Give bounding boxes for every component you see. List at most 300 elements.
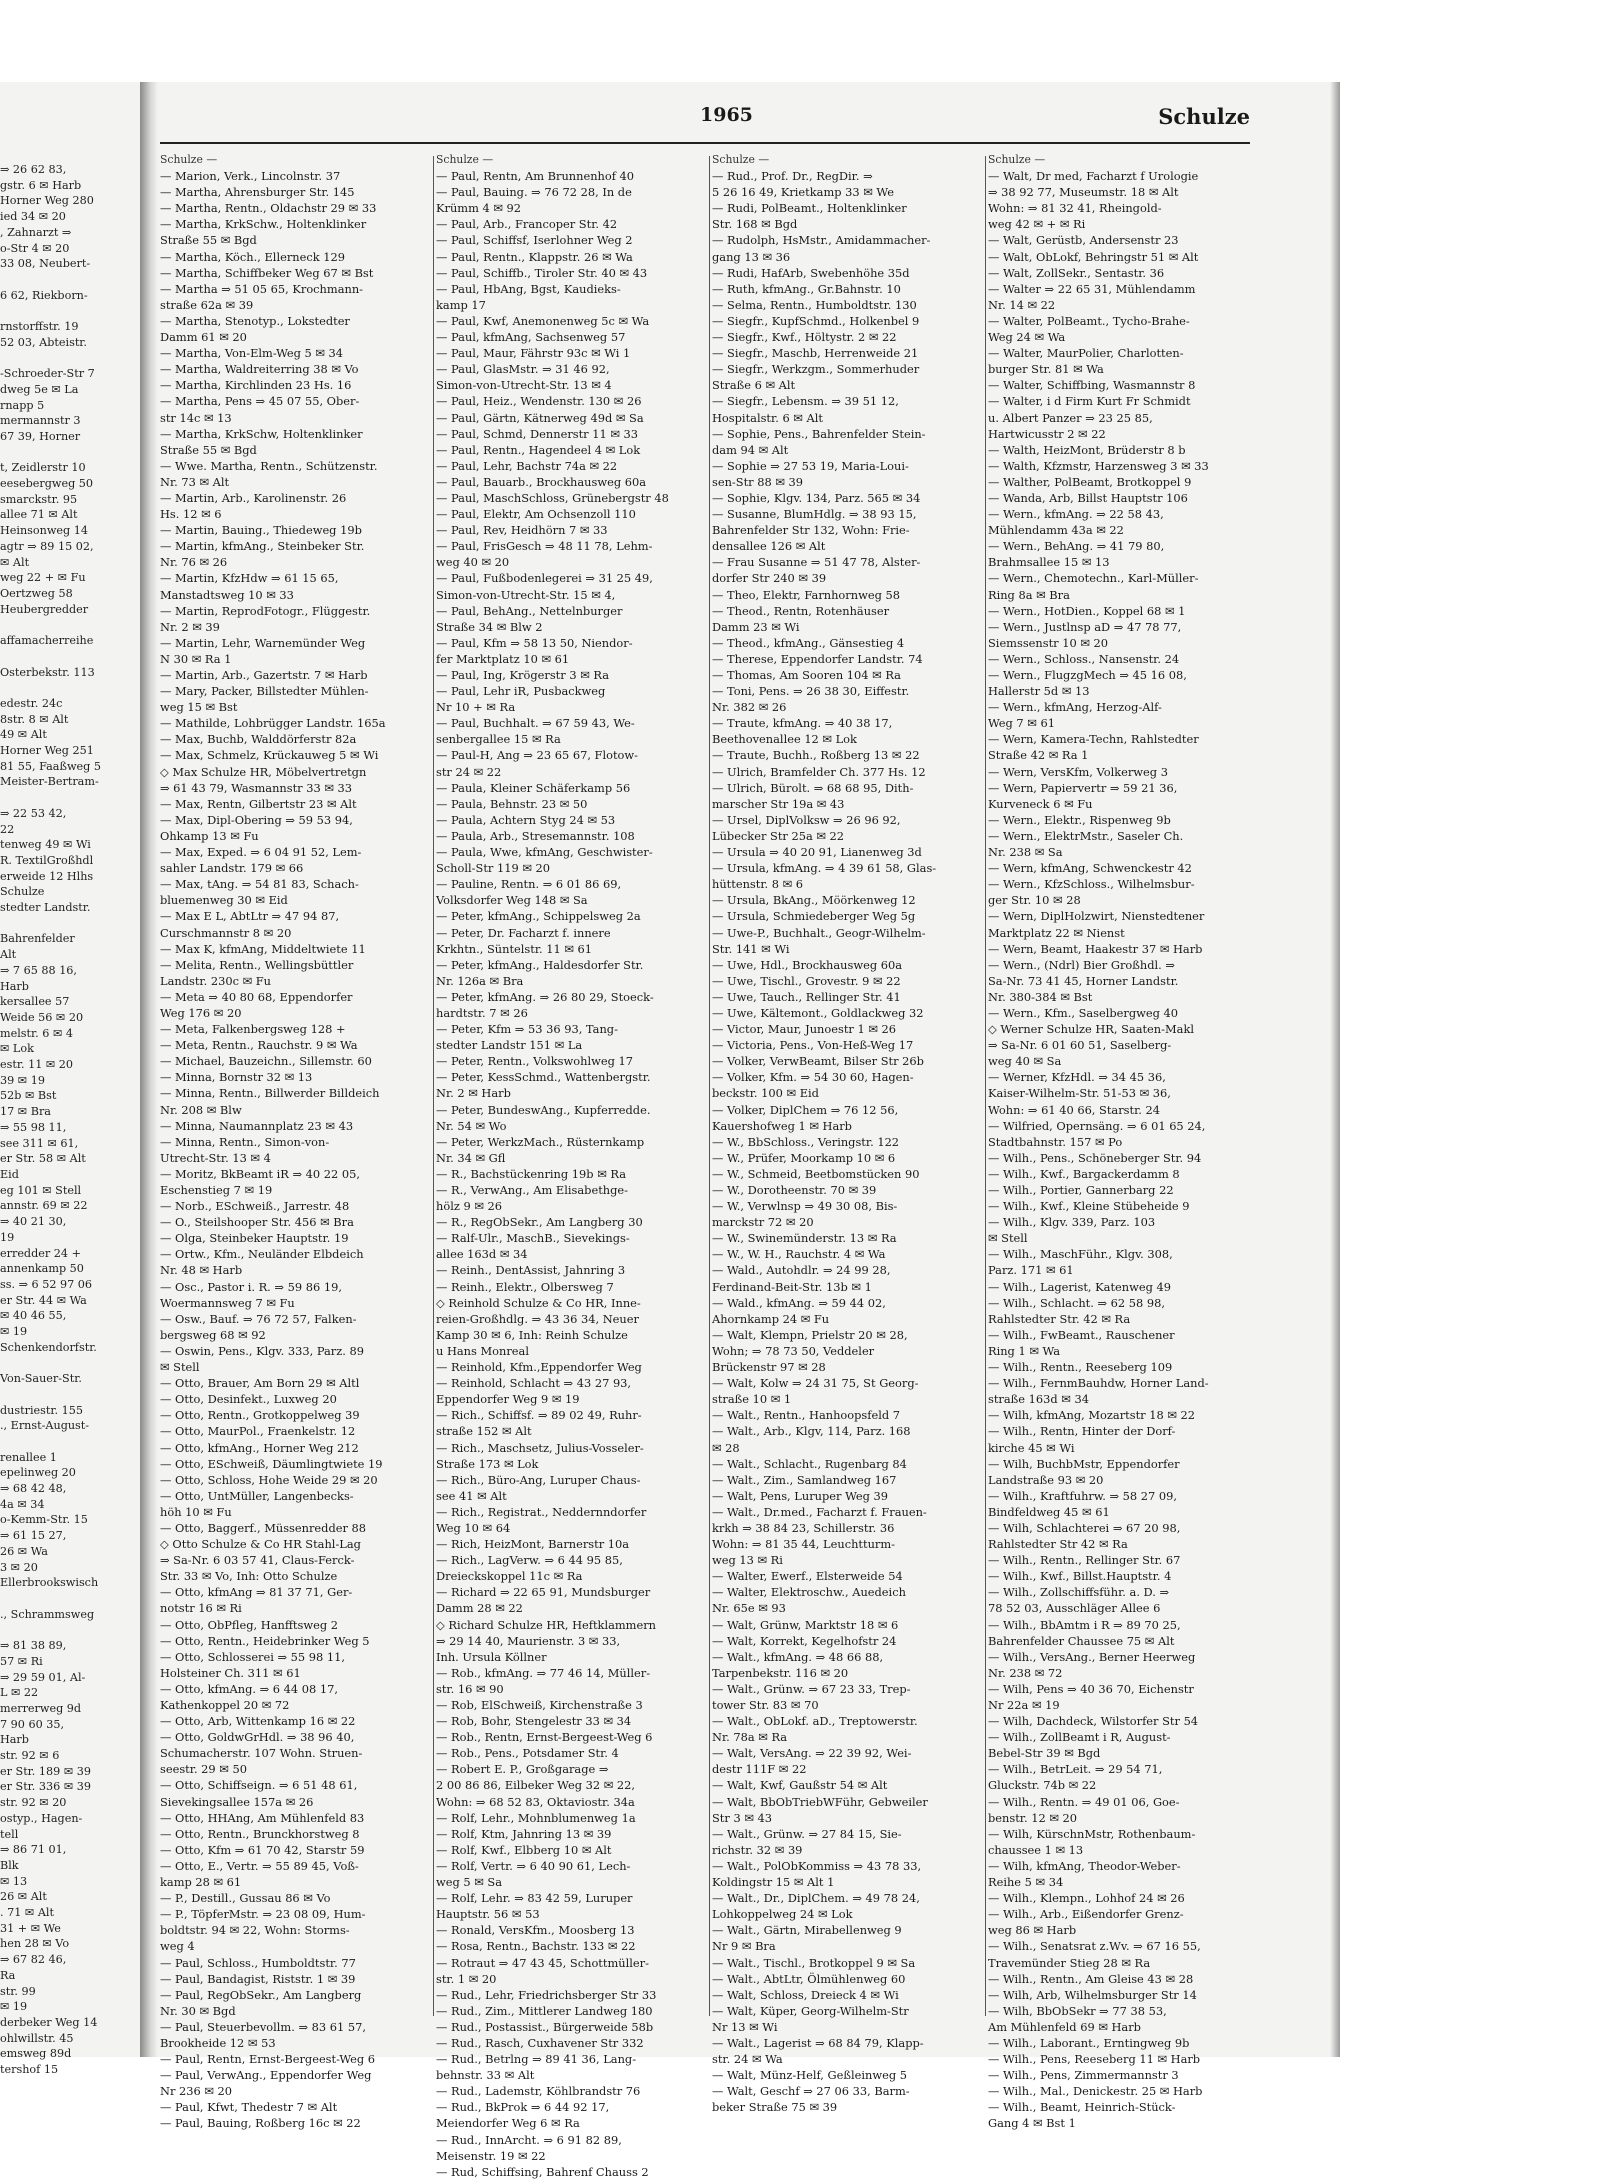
directory-entry-line: — Minna, Rentn., Simon-von- (160, 1134, 330, 1149)
directory-entry-line: Nr 22a ✉ 19 (988, 1698, 1060, 1712)
directory-entry-line: — Wilh., Klgv. 339, Parz. 103 (988, 1215, 1156, 1230)
directory-entry-line: — Wilh., Pens, Reeseberg 11 ✉ Harb (988, 2052, 1201, 2067)
directory-entry-line: — Paula, Arb., Stresemannstr. 108 (436, 828, 635, 843)
directory-entry-line: — Wern., Kfm., Saselbergweg 40 (988, 1005, 1179, 1020)
left-page-line: 39 ✉ 19 (0, 1073, 45, 1087)
directory-entry-line: ⇒ Sa-Nr. 6 03 57 41, Claus-Ferck- (160, 1553, 355, 1568)
directory-entry-line: — Wanda, Arb, Billst Hauptstr 106 (988, 490, 1188, 505)
directory-entry-line: — Uwe, Tauch., Rellinger Str. 41 (712, 989, 901, 1004)
directory-entry-line: — Wilh, BuchbMstr, Eppendorfer (988, 1456, 1180, 1471)
left-page-line: mermannstr 3 (0, 414, 81, 428)
directory-entry-line: fer Marktplatz 10 ✉ 61 (436, 651, 570, 666)
directory-entry-line: — Moritz, BkBeamt iR ⇒ 40 22 05, (160, 1166, 360, 1181)
directory-entry-line: Bahrenfelder Str 132, Wohn: Frie- (712, 523, 910, 538)
directory-entry-line: — Rud., Zim., Mittlerer Landweg 180 (436, 2003, 653, 2018)
directory-entry-line: — Traute, Buchh., Roßberg 13 ✉ 22 (712, 748, 920, 763)
left-page-line: ohlwillstr. 45 (0, 2031, 74, 2045)
directory-entry-line: — Otto, Rentn., Heidebrinker Weg 5 (160, 1633, 370, 1648)
directory-entry-line: — Pauline, Rentn. ⇒ 6 01 86 69, (436, 877, 622, 892)
directory-entry-line: densallee 126 ✉ Alt (712, 539, 826, 554)
directory-entry-line: beckstr. 100 ✉ Eid (712, 1086, 819, 1101)
directory-entry-line: Ferdinand-Beit-Str. 13b ✉ 1 (712, 1279, 872, 1294)
directory-entry-line: Lübecker Str 25a ✉ 22 (712, 828, 845, 843)
directory-entry-line: — Walther, PolBeamt, Brotkoppel 9 (988, 474, 1192, 489)
directory-entry-line: gang 13 ✉ 36 (712, 249, 791, 264)
directory-entry-line: Mühlendamm 43a ✉ 22 (988, 523, 1124, 538)
directory-entry-line: bluemenweg 30 ✉ Eid (160, 893, 288, 908)
directory-entry-line: — Wilh., Klempn., Lohhof 24 ✉ 26 (988, 1891, 1185, 1906)
left-page-line: 52b ✉ Bst (0, 1089, 57, 1103)
directory-entry-line: — Paul, BehAng., Nettelnburger (436, 603, 623, 618)
directory-entry-line: — Wilh., Rentn, Hinter der Dorf- (988, 1424, 1176, 1439)
left-page-line: ✉ Lok (0, 1042, 34, 1056)
directory-entry-line: — Theod., Rentn, Rotenhäuser (712, 603, 890, 618)
directory-entry-line: — Paul, Kfwt, Thedestr 7 ✉ Alt (160, 2100, 338, 2115)
left-page-line (0, 1387, 140, 1403)
directory-entry-line: Nr. 54 ✉ Wo (436, 1118, 507, 1133)
directory-entry-line: Str. 141 ✉ Wi (712, 941, 790, 956)
directory-entry-line: — Paul, RegObSekr., Am Langberg (160, 1987, 362, 2002)
directory-entry-line: Nr 13 ✉ Wi (712, 2019, 778, 2034)
directory-entry-line: Ahornkamp 24 ✉ Fu (712, 1311, 830, 1326)
directory-entry-line: — Martin, Bauing., Thiedeweg 19b (160, 523, 362, 538)
directory-entry-line: — Wilh., Mal., Denickestr. 25 ✉ Harb (988, 2084, 1203, 2099)
left-page-line: 67 39, Horner (0, 429, 81, 443)
directory-entry-line: kirche 45 ✉ Wi (988, 1440, 1075, 1455)
directory-entry-line: — Traute, kfmAng. ⇒ 40 38 17, (712, 716, 893, 731)
directory-entry-line: — Paul, Lehr iR, Pusbackweg (436, 684, 606, 699)
directory-entry-line: Curschmannstr 8 ✉ 20 (160, 925, 292, 940)
directory-entry-line: ◇ Otto Schulze & Co HR Stahl-Lag (160, 1537, 361, 1552)
directory-entry-line: — Wilh., Rentn. ⇒ 49 01 06, Goe- (988, 1794, 1180, 1809)
directory-entry-line: — Ulrich, Bramfelder Ch. 377 Hs. 12 (712, 764, 926, 779)
directory-entry-line: Brookheide 12 ✉ 53 (160, 2035, 276, 2050)
directory-entry-line: — Wern., kfmAng, Herzog-Alf- (988, 700, 1162, 715)
left-page-line: Ra (0, 1968, 16, 1982)
directory-entry-line: — Victoria, Pens., Von-Heß-Weg 17 (712, 1038, 914, 1053)
directory-entry-line: — Minna, Rentn., Billwerder Billdeich (160, 1086, 380, 1101)
directory-entry-line: straße 152 ✉ Alt (436, 1424, 532, 1439)
directory-entry-line: — Reinhold, Kfm.,Eppendorfer Weg (436, 1360, 642, 1375)
directory-entry-line: — Mathilde, Lohbrügger Landstr. 165a (160, 716, 386, 731)
directory-entry-line: — Rolf, Ktm, Jahnring 13 ✉ 39 (436, 1826, 612, 1841)
directory-entry-line: — Wilh., VersAng., Berner Heerweg (988, 1649, 1196, 1664)
directory-entry-line: sahler Landstr. 179 ✉ 66 (160, 861, 304, 876)
directory-entry-line: — Peter, BundeswAng., Kupferredde. (436, 1102, 651, 1117)
directory-entry-line: — Wald., kfmAng. ⇒ 59 44 02, (712, 1295, 886, 1310)
directory-entry-line: sen-Str 88 ✉ 39 (712, 474, 803, 489)
directory-entry-line: — Osw., Bauf. ⇒ 76 72 57, Falken- (160, 1311, 357, 1326)
directory-entry-line: — Walt., Gärtn, Mirabellenweg 9 (712, 1923, 902, 1938)
directory-entry-line: Nr. 380-384 ✉ Bst (988, 989, 1093, 1004)
directory-entry-line: reien-Großhdlg. ⇒ 43 36 34, Neuer (436, 1311, 639, 1326)
directory-entry-line: beker Straße 75 ✉ 39 (712, 2100, 838, 2115)
directory-entry-line: Nr 236 ✉ 20 (160, 2084, 233, 2099)
directory-entry-line: Weg 24 ✉ Wa (988, 330, 1066, 345)
directory-entry-line: — Walt., Tischl., Brotkoppel 9 ✉ Sa (712, 1955, 916, 1970)
directory-entry-line: — Paul, Rentn., Klappstr. 26 ✉ Wa (436, 249, 633, 264)
left-page-line (0, 1591, 140, 1607)
directory-entry-line: — Otto, kfmAng., Horner Weg 212 (160, 1440, 359, 1455)
directory-entry-line: — Martin, Lehr, Warnemünder Weg (160, 635, 366, 650)
directory-entry-line: — Minna, Naumannplatz 23 ✉ 43 (160, 1118, 354, 1133)
left-page-line: Von-Sauer-Str. (0, 1372, 82, 1386)
directory-entry-line: — Martin, Arb., Gazertstr. 7 ✉ Harb (160, 668, 368, 682)
directory-entry-line: Ring 1 ✉ Wa (988, 1343, 1061, 1358)
directory-entry-line: — Thomas, Am Sooren 104 ✉ Ra (712, 668, 901, 682)
directory-entry-line: ⇒ 29 14 40, Maurienstr. 3 ✉ 33, (436, 1633, 621, 1648)
directory-entry-line: — Martha, Schiffbeker Weg 67 ✉ Bst (160, 265, 374, 280)
directory-entry-line: — Paul, Lehr, Bachstr 74a ✉ 22 (436, 458, 618, 473)
left-page-line: ⇒ 26 62 83, (0, 163, 67, 176)
directory-entry-line: — Reinh., DentAssist, Jahnring 3 (436, 1263, 626, 1278)
directory-entry-line: Volksdorfer Weg 148 ✉ Sa (436, 893, 588, 908)
left-page-line: ✉ 13 (0, 1874, 28, 1888)
directory-entry-line: Simon-von-Utrecht-Str. 13 ✉ 4 (436, 378, 612, 393)
directory-entry-line: 5 26 16 49, Krietkamp 33 ✉ We (712, 185, 894, 200)
directory-entry-line: — Rolf, Lehr. ⇒ 83 42 59, Luruper (436, 1891, 633, 1906)
directory-entry-line: Beethovenallee 12 ✉ Lok (712, 732, 857, 747)
directory-entry-line: str. 24 ✉ Wa (712, 2052, 783, 2067)
directory-entry-line: 2 00 86 86, Eilbeker Weg 32 ✉ 22, (436, 1778, 636, 1793)
directory-entry-line: Kathenkoppel 20 ✉ 72 (160, 1698, 290, 1712)
directory-entry-line: Bebel-Str 39 ✉ Bgd (988, 1746, 1101, 1761)
directory-entry-line: str. 1 ✉ 20 (436, 1971, 497, 1986)
left-page-line: gstr. 6 ✉ Harb (0, 178, 82, 192)
directory-entry-line: — Wern, Papiervertr ⇒ 59 21 36, (988, 780, 1178, 795)
directory-entry-line: — Rosa, Rentn., Bachstr. 133 ✉ 22 (436, 1939, 636, 1954)
directory-entry-line: weg 15 ✉ Bst (160, 700, 238, 715)
directory-entry-line: — Rob., Pens., Potsdamer Str. 4 (436, 1746, 619, 1761)
left-page-line: str. 99 (0, 1984, 36, 1998)
directory-entry-line: — Max E L, AbtLtr ⇒ 47 94 87, (160, 909, 340, 924)
directory-entry-line: — W., Swinemünderstr. 13 ✉ Ra (712, 1231, 897, 1246)
directory-entry-line: Weg 7 ✉ 61 (988, 716, 1055, 731)
directory-entry-line: — Paul, Kfm ⇒ 58 13 50, Niendor- (436, 635, 633, 650)
left-page-line: er Str. 44 ✉ Wa (0, 1293, 87, 1307)
left-page-line: Meister-Bertram- (0, 775, 99, 789)
directory-entry-line: — Volker, VerwBeamt, Bilser Str 26b (712, 1054, 924, 1069)
directory-entry-line: — Wilh., Schlacht. ⇒ 62 58 98, (988, 1295, 1165, 1310)
directory-entry-line: — Otto, Schiffseign. ⇒ 6 51 48 61, (160, 1778, 358, 1793)
directory-entry-line: — Siegfr., Werkzgm., Sommerhuder (712, 362, 920, 377)
left-page-line: ⇒ 86 71 01, (0, 1843, 67, 1857)
directory-entry-line: — Wern, DiplHolzwirt, Nienstedtener (988, 909, 1205, 924)
directory-entry-line: — Wern, kfmAng, Schwenckestr 42 (988, 861, 1192, 876)
directory-entry-line: — Wilh., FernmBauhdw, Horner Land- (988, 1376, 1209, 1391)
header-rule (160, 142, 1250, 144)
directory-entry-line: hüttenstr. 8 ✉ 6 (712, 877, 804, 892)
directory-entry-line: Wohn: ⇒ 81 32 41, Rheingold- (988, 201, 1162, 216)
directory-entry-line: — Rud., Betrlng ⇒ 89 41 36, Lang- (436, 2052, 637, 2067)
directory-entry-line: str. 16 ✉ 90 (436, 1681, 504, 1696)
directory-entry-line: ◇ Richard Schulze HR, Heftklammern (436, 1617, 657, 1632)
directory-entry-line: Wohn: ⇒ 61 40 66, Starstr. 24 (988, 1102, 1161, 1117)
left-page-line: 33 08, Neubert- (0, 257, 91, 271)
directory-entry-line: Nr. 48 ✉ Harb (160, 1263, 243, 1278)
directory-entry-line: — Susanne, BlumHdlg. ⇒ 38 93 15, (712, 507, 917, 522)
directory-entry-line: Weg 176 ✉ 20 (160, 1005, 242, 1020)
directory-entry-line: — Paula, Achtern Styg 24 ✉ 53 (436, 812, 616, 827)
directory-entry-line: weg 40 ✉ 20 (436, 555, 510, 570)
directory-entry-line: Rahlstedter Str 42 ✉ Ra (988, 1537, 1128, 1552)
directory-entry-line: — Max, Schmelz, Krückauweg 5 ✉ Wi (160, 748, 379, 763)
left-page-line: er Str. 58 ✉ Alt (0, 1152, 86, 1166)
directory-entry-line: — Ursula, Schmiedeberger Weg 5g (712, 909, 916, 924)
directory-entry-line: Nr 10 + ✉ Ra (436, 700, 516, 715)
directory-entry-line: — Meta ⇒ 40 80 68, Eppendorfer (160, 989, 353, 1004)
directory-entry-line: Eppendorfer Weg 9 ✉ 19 (436, 1392, 580, 1407)
directory-entry-line: — Paul, Schmd, Dennerstr 11 ✉ 33 (436, 426, 639, 441)
directory-columns (160, 152, 1250, 2179)
directory-entry-line: ◇ Werner Schulze HR, Saaten-Makl (988, 1022, 1194, 1037)
directory-entry-line: weg 4 (160, 1939, 195, 1954)
left-page-line: hen 28 ✉ Vo (0, 1937, 70, 1951)
directory-entry-line: — Wern., Chemotechn., Karl-Müller- (988, 571, 1199, 586)
directory-entry-line: stedter Landstr 151 ✉ La (436, 1038, 583, 1053)
directory-entry-line: — Wern., (Ndrl) Bier Großhdl. ⇒ (988, 957, 1175, 972)
directory-entry-line: — Rud., Rasch, Cuxhavener Str 332 (436, 2035, 644, 2050)
left-page-line: annenkamp 50 (0, 1262, 84, 1276)
directory-entry-line: ✉ Stell (988, 1231, 1028, 1246)
directory-entry-line: — Walter, Elektroschw., Auedeich (712, 1585, 906, 1600)
directory-entry-line: — Marion, Verk., Lincolnstr. 37 (160, 169, 341, 184)
directory-entry-line: — Martha, Von-Elm-Weg 5 ✉ 34 (160, 346, 344, 361)
directory-entry-line: — Walt, Geschf ⇒ 27 06 33, Barm- (712, 2084, 910, 2099)
directory-entry-line: — Otto, HHAng, Am Mühlenfeld 83 (160, 1810, 365, 1825)
directory-entry-line: — Martha, KrkSchw, Holtenklinker (160, 426, 363, 441)
directory-entry-line: — W., Schmeid, Beetbomstücken 90 (712, 1166, 920, 1181)
directory-entry-line: — Wern, VersKfm, Volkerweg 3 (988, 764, 1168, 779)
left-page-line: edestr. 24c (0, 696, 63, 710)
directory-entry-line: — O., Steilshooper Str. 456 ✉ Bra (160, 1215, 354, 1230)
directory-entry-line: — Walt, Kolw ⇒ 24 31 75, St Georg- (712, 1376, 919, 1391)
directory-entry-line: Nr. 30 ✉ Bgd (160, 2003, 236, 2018)
directory-entry-line: Brückenstr 97 ✉ 28 (712, 1360, 826, 1375)
directory-entry-line: — Walt., Grünw. ⇒ 27 84 15, Sie- (712, 1826, 902, 1841)
directory-entry-line: Nr. 382 ✉ 26 (712, 700, 787, 715)
directory-entry-line: — Frau Susanne ⇒ 51 47 78, Alster- (712, 555, 921, 570)
left-page-line: smarckstr. 95 (0, 492, 78, 506)
directory-entry-line: Weg 10 ✉ 64 (436, 1520, 511, 1535)
directory-entry-line: — Martha, Pens ⇒ 45 07 55, Ober- (160, 394, 360, 409)
left-page-line: Oertzweg 58 (0, 586, 73, 600)
directory-entry-line: — Werner, KfzHdl. ⇒ 34 45 36, (988, 1070, 1166, 1085)
left-page-line: ⇒ 55 98 11, (0, 1120, 67, 1134)
directory-entry-line: ⇒ 38 92 77, Museumstr. 18 ✉ Alt (988, 185, 1179, 200)
directory-entry-line: — Ralf-Ulr., MaschB., Sievekings- (436, 1231, 630, 1246)
directory-entry-line: — Wald., Autohdlr. ⇒ 24 99 28, (712, 1263, 891, 1278)
directory-entry-line: — Martha, Rentn., Oldachstr 29 ✉ 33 (160, 201, 377, 216)
directory-entry-line: Kaiser-Wilhelm-Str. 51-53 ✉ 36, (988, 1086, 1171, 1101)
directory-entry-line: straße 10 ✉ 1 (712, 1392, 792, 1407)
directory-entry-line: — Walth, Kfzmstr, Harzensweg 3 ✉ 33 (988, 458, 1209, 473)
directory-entry-line: — P., Destill., Gussau 86 ✉ Vo (160, 1891, 331, 1906)
directory-entry-line: — Rotraut ⇒ 47 43 45, Schottmüller- (436, 1955, 649, 1970)
directory-entry-line: — Walt., kfmAng. ⇒ 48 66 88, (712, 1649, 884, 1664)
left-page-line: L ✉ 22 (0, 1686, 39, 1700)
directory-entry-line: boldtstr. 94 ✉ 22, Wohn: Storms- (160, 1923, 350, 1938)
directory-entry-line: — W., Dorotheenstr. 70 ✉ 39 (712, 1183, 877, 1197)
directory-entry-line: Nr. 238 ✉ Sa (988, 845, 1063, 860)
directory-entry-line: Meisenstr. 19 ✉ 22 (436, 2148, 546, 2163)
directory-entry-line: — Otto, ESchweiß, Däumlingtwiete 19 (160, 1456, 383, 1471)
directory-entry-line: — Uwe, Kältemont., Goldlackweg 32 (712, 1005, 924, 1020)
directory-entry-line: — Paul, Rev, Heidhörn 7 ✉ 33 (436, 523, 608, 538)
left-page-line: agtr ⇒ 89 15 02, (0, 539, 94, 553)
directory-entry-line: — Martin, kfmAng., Steinbeker Str. (160, 539, 365, 554)
directory-entry-line: Bindfeldweg 45 ✉ 61 (988, 1504, 1110, 1519)
directory-entry-line: Scholl-Str 119 ✉ 20 (436, 861, 550, 876)
left-page-line: ⇒ 29 59 01, Al- (0, 1670, 86, 1684)
directory-entry-line: — Wilh., Kwf., Bargackerdamm 8 (988, 1166, 1180, 1181)
directory-entry-line: 78 52 03, Ausschläger Allee 6 (988, 1601, 1161, 1616)
directory-entry-line: — Paul, Rentn, Am Brunnenhof 40 (436, 169, 635, 184)
directory-entry-line: — W., BbSchloss., Veringstr. 122 (712, 1134, 900, 1149)
directory-entry-line: Wohn: ⇒ 81 35 44, Leuchtturm- (712, 1537, 895, 1552)
directory-entry-line: — Minna, Bornstr 32 ✉ 13 (160, 1070, 313, 1085)
left-page-line: estr. 11 ✉ 20 (0, 1058, 74, 1072)
directory-entry-line: — Walter, MaurPolier, Charlotten- (988, 346, 1184, 361)
directory-entry-line: — Paul, kfmAng, Sachsenweg 57 (436, 330, 626, 345)
directory-entry-line: — Wilh, Arb, Wilhelmsburger Str 14 (988, 1987, 1197, 2002)
directory-entry-line: — Wwe. Martha, Rentn., Schützenstr. (160, 458, 378, 473)
directory-entry-line: — Otto, Schloss, Hohe Weide 29 ✉ 20 (160, 1472, 378, 1487)
directory-entry-line: — Wilh, KürschnMstr, Rothenbaum- (988, 1826, 1196, 1841)
left-page-line: 52 03, Abteistr. (0, 335, 87, 349)
directory-entry-line: — Paul, Gärtn, Kätnerweg 49d ✉ Sa (436, 410, 644, 425)
directory-entry-line: — Otto, GoldwGrHdl. ⇒ 38 96 40, (160, 1730, 355, 1745)
left-page-line: er Str. 189 ✉ 39 (0, 1764, 91, 1778)
directory-entry-line: — Rud., Lehr, Friedrichsberger Str 33 (436, 1987, 657, 2002)
directory-entry-line: — Otto, Kfm ⇒ 61 70 42, Starstr 59 (160, 1842, 365, 1857)
directory-entry-line: — Peter, WerkzMach., Rüsternkamp (436, 1134, 645, 1149)
directory-entry-line: — Paul, Schiffb., Tiroler Str. 40 ✉ 43 (436, 265, 648, 280)
directory-entry-line: — Uwe, Hdl., Brockhausweg 60a (712, 957, 903, 972)
directory-entry-line: — Rud, Schiffsing, Bahrenf Chauss 2 (436, 2164, 649, 2179)
directory-entry-line: Kurveneck 6 ✉ Fu (988, 796, 1093, 811)
directory-entry-line: — Otto, kfmAng ⇒ 81 37 71, Ger- (160, 1585, 353, 1600)
directory-entry-line: — Walter, Ewerf., Elsterweide 54 (712, 1569, 903, 1584)
directory-entry-line: — Walter, i d Firm Kurt Fr Schmidt (988, 394, 1191, 409)
directory-entry-line: Parz. 171 ✉ 61 (988, 1263, 1074, 1278)
left-page-line (0, 350, 140, 366)
directory-entry-line: ◇ Reinhold Schulze & Co HR, Inne- (436, 1295, 641, 1310)
directory-entry-line: — P., TöpferMstr. ⇒ 23 08 09, Hum- (160, 1907, 366, 1922)
directory-entry-line: Damm 23 ✉ Wi (712, 619, 800, 634)
directory-entry-line: — Paul-H, Ang ⇒ 23 65 67, Flotow- (436, 748, 638, 763)
left-page-line: 31 + ✉ We (0, 1921, 61, 1935)
directory-entry-line: destr 111F ✉ 22 (712, 1762, 807, 1777)
left-page-line: er Str. 336 ✉ 39 (0, 1780, 91, 1794)
left-page-line: emsweg 89d (0, 2047, 72, 2061)
directory-entry-line: Koldingstr 15 ✉ Alt 1 (712, 1875, 835, 1890)
directory-entry-line: Tarpenbekstr. 116 ✉ 20 (712, 1665, 849, 1680)
left-page-line: 22 (0, 822, 15, 836)
left-page-line: Horner Weg 280 (0, 194, 94, 208)
directory-entry-line: Kauershofweg 1 ✉ Harb (712, 1118, 852, 1133)
directory-entry-line: — Paul, VerwAng., Eppendorfer Weg (160, 2068, 372, 2083)
directory-entry-line: — Walt, Korrekt, Kegelhofstr 24 (712, 1633, 897, 1648)
directory-entry-line: — Walt, BbObTriebWFühr, Gebweiler (712, 1794, 928, 1809)
directory-entry-line: — Walt, ObLokf, Behringstr 51 ✉ Alt (988, 249, 1199, 264)
directory-entry-line: str 14c ✉ 13 (160, 410, 232, 425)
directory-entry-line: Nr. 126a ✉ Bra (436, 973, 524, 988)
left-page-line (0, 790, 140, 806)
left-page-line: dweg 5e ✉ La (0, 382, 79, 396)
directory-entry-line: — Wilh., Senatsrat z.Wv. ⇒ 67 16 55, (988, 1939, 1201, 1954)
directory-entry-line: — Uwe, Tischl., Grovestr. 9 ✉ 22 (712, 973, 901, 988)
left-page-line (0, 1622, 140, 1638)
directory-entry-line: weg 13 ✉ Ri (712, 1553, 783, 1568)
directory-entry-line: — Melita, Rentn., Wellingsbüttler (160, 957, 354, 972)
left-page-line: Harb (0, 979, 29, 993)
directory-entry-line: — Max, Exped. ⇒ 6 04 91 52, Lem- (160, 845, 362, 860)
directory-entry-line: Holsteiner Ch. 311 ✉ 61 (160, 1665, 301, 1680)
left-page-line: see 311 ✉ 61, (0, 1136, 79, 1150)
directory-entry-line: — Rolf, Lehr., Mohnblumenweg 1a (436, 1810, 636, 1825)
directory-page (160, 82, 1330, 2179)
directory-entry-line: — Max K, kfmAng, Middeltwiete 11 (160, 941, 366, 956)
directory-entry-line: Hospitalstr. 6 ✉ Alt (712, 410, 823, 425)
directory-entry-line: — Otto, Schlosserei ⇒ 55 98 11, (160, 1649, 346, 1664)
directory-entry-line: — Wern., HotDien., Koppel 68 ✉ 1 (988, 603, 1186, 618)
left-page-line: 26 ✉ Wa (0, 1544, 48, 1558)
directory-entry-line: bergsweg 68 ✉ 92 (160, 1327, 266, 1342)
directory-entry-line: Wohn: ⇒ 68 52 83, Oktaviostr. 34a (436, 1794, 635, 1809)
directory-entry-line: — Wilh., Lagerist, Katenweg 49 (988, 1279, 1171, 1294)
directory-entry-line: — Paul, Rentn, Ernst-Bergeest-Weg 6 (160, 2052, 376, 2067)
directory-entry-line: — Wern, Kamera-Techn, Rahlstedter (988, 732, 1199, 747)
directory-entry-line: — Wern., FlugzgMech ⇒ 45 16 08, (988, 668, 1187, 682)
directory-entry-line: seestr. 29 ✉ 50 (160, 1762, 247, 1777)
directory-entry-line: — Rich., Büro-Ang, Luruper Chaus- (436, 1472, 641, 1487)
left-page-line: tershof 15 (0, 2063, 59, 2077)
directory-entry-line: ⇒ 61 43 79, Wasmannstr 33 ✉ 33 (160, 780, 353, 795)
directory-entry-line: — Walt, ZollSekr., Sentastr. 36 (988, 265, 1165, 280)
directory-entry-line: — Wilh, Schlachterei ⇒ 67 20 98, (988, 1520, 1181, 1535)
directory-entry-line: — Oswin, Pens., Klgv. 333, Parz. 89 (160, 1343, 364, 1358)
directory-entry-line: — Siegfr., Lebensm. ⇒ 39 51 12, (712, 394, 899, 409)
directory-entry-line: — Otto, E., Vertr. ⇒ 55 89 45, Voß- (160, 1858, 359, 1873)
left-page-line: Osterbekstr. 113 (0, 665, 95, 679)
left-page-line: Schulze (0, 885, 45, 899)
directory-entry-line: — Wilh., Kwf., Kleine Stübeheide 9 (988, 1199, 1190, 1214)
left-page-line: 19 (0, 1230, 15, 1244)
directory-entry-line: Landstr. 230c ✉ Fu (160, 973, 271, 988)
directory-entry-line: — Selma, Rentn., Humboldtstr. 130 (712, 297, 917, 312)
left-page-line: renallee 1 (0, 1450, 57, 1464)
directory-entry-line: — Otto, MaurPol., Fraenkelstr. 12 (160, 1424, 356, 1439)
directory-entry-line: — Ursel, DiplVolksw ⇒ 26 96 92, (712, 812, 901, 827)
directory-entry-line: — Paul, GlasMstr. ⇒ 31 46 92, (436, 362, 610, 377)
directory-entry-line: behnstr. 33 ✉ Alt (436, 2068, 535, 2083)
directory-entry-line: weg 42 ✉ + ✉ Ri (988, 217, 1086, 232)
directory-entry-line: Sa-Nr. 73 41 45, Horner Landstr. (988, 973, 1179, 988)
directory-entry-line: ◇ Max Schulze HR, Möbelvertretgn (160, 764, 367, 779)
directory-entry-line: — R., RegObSekr., Am Langberg 30 (436, 1215, 643, 1230)
directory-entry-line: — Max, tAng. ⇒ 54 81 83, Schach- (160, 877, 359, 892)
left-page-line: 26 ✉ Alt (0, 1890, 47, 1904)
directory-entry-line: — Ursula, kfmAng. ⇒ 4 39 61 58, Glas- (712, 861, 937, 876)
directory-entry-line: — Otto, Desinfekt., Luxweg 20 (160, 1392, 337, 1407)
directory-entry-line: Str. 33 ✉ Vo, Inh: Otto Schulze (160, 1569, 338, 1584)
directory-entry-line: — Walt., Rentn., Hanhoopsfeld 7 (712, 1408, 901, 1423)
directory-entry-line: str 24 ✉ 22 (436, 764, 502, 779)
directory-entry-line: — Walt., Schlacht., Rugenbarg 84 (712, 1456, 907, 1471)
directory-entry-line: — Olga, Steinbeker Hauptstr. 19 (160, 1231, 349, 1246)
directory-entry-line: — Rolf, Kwf., Elbberg 10 ✉ Alt (436, 1842, 612, 1857)
